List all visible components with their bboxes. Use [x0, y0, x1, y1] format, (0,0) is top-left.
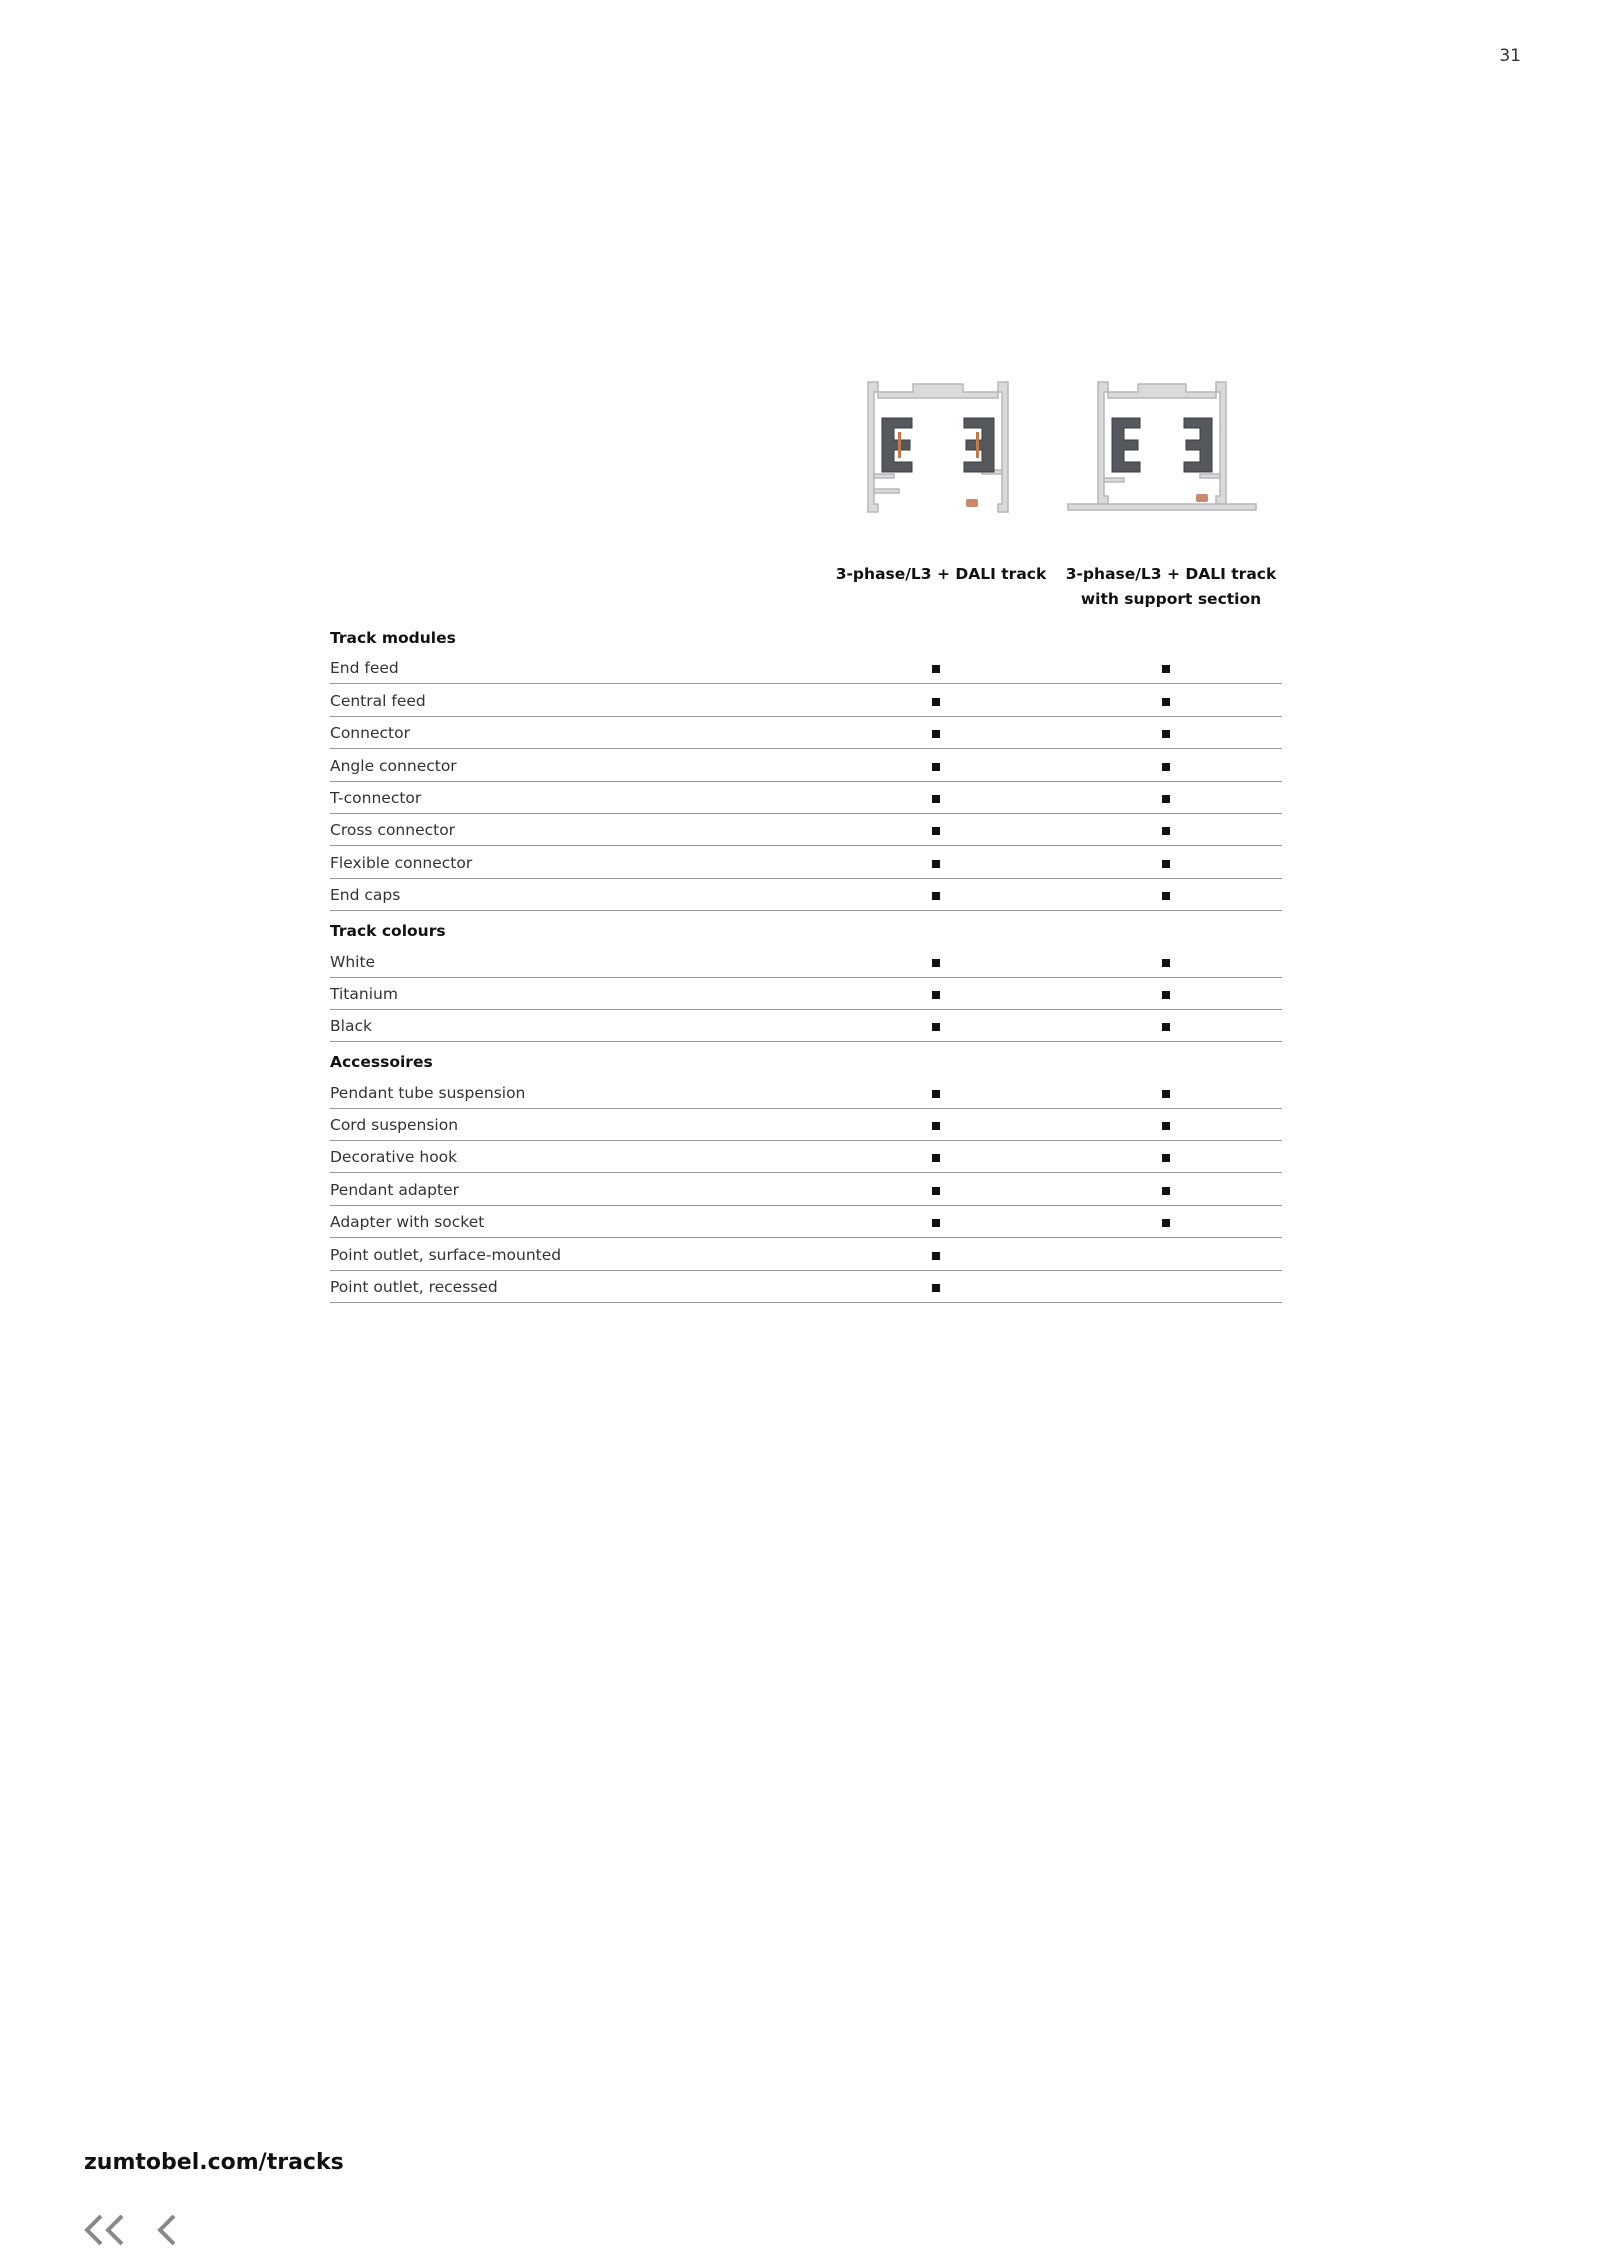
row-label: T-connector — [330, 788, 422, 807]
table-section — [330, 1048, 1282, 1303]
column-header-track-support: 3-phase/L3 + DALI track with support section — [1065, 565, 1277, 608]
track-profile-image — [838, 374, 1038, 524]
availability-mark — [1162, 763, 1170, 771]
row-label: Decorative hook — [330, 1148, 458, 1167]
row-label: End caps — [330, 886, 401, 905]
availability-mark — [1162, 665, 1170, 673]
availability-mark — [1162, 991, 1170, 999]
availability-mark — [1162, 860, 1170, 868]
page-number: 31 — [1499, 46, 1521, 66]
section-title: Track colours — [330, 922, 446, 941]
availability-mark — [1162, 795, 1170, 803]
table-row — [330, 652, 1282, 684]
table-row — [330, 749, 1282, 781]
availability-mark — [932, 860, 940, 868]
availability-mark — [1162, 1122, 1170, 1130]
row-label: Cross connector — [330, 821, 456, 840]
availability-mark — [932, 698, 940, 706]
column-header-track: 3-phase/L3 + DALI track — [835, 565, 1047, 583]
table-row — [330, 1109, 1282, 1141]
availability-mark — [1162, 959, 1170, 967]
row-label: Black — [330, 1017, 372, 1036]
table-row — [330, 1173, 1282, 1205]
availability-mark — [932, 959, 940, 967]
table-section — [330, 624, 1282, 911]
row-label: Connector — [330, 724, 410, 743]
row-label: Point outlet, surface-mounted — [330, 1245, 562, 1264]
availability-mark — [1162, 827, 1170, 835]
availability-mark — [932, 1023, 940, 1031]
availability-mark — [932, 892, 940, 900]
table-row — [330, 1271, 1282, 1303]
row-label: Flexible connector — [330, 853, 473, 872]
availability-mark — [932, 763, 940, 771]
availability-mark — [932, 1252, 940, 1260]
row-label: Adapter with socket — [330, 1213, 485, 1232]
availability-mark — [932, 1284, 940, 1292]
row-label: Cord suspension — [330, 1116, 459, 1135]
availability-mark — [1162, 1023, 1170, 1031]
availability-mark — [1162, 698, 1170, 706]
availability-mark — [1162, 892, 1170, 900]
availability-mark — [932, 1122, 940, 1130]
row-label: Pendant adapter — [330, 1180, 459, 1199]
table-row — [330, 1206, 1282, 1238]
table-row — [330, 1238, 1282, 1270]
table-row — [330, 1076, 1282, 1108]
table-row — [330, 1141, 1282, 1173]
availability-mark — [932, 795, 940, 803]
availability-mark — [1162, 1187, 1170, 1195]
availability-mark — [932, 991, 940, 999]
row-label: Titanium — [330, 984, 398, 1003]
website-link[interactable]: zumtobel.com/tracks — [84, 2150, 344, 2175]
row-label: Point outlet, recessed — [330, 1278, 498, 1297]
availability-mark — [932, 1154, 940, 1162]
table-row — [330, 879, 1282, 911]
track-support-profile-image — [1062, 374, 1262, 524]
availability-mark — [1162, 730, 1170, 738]
availability-mark — [932, 665, 940, 673]
row-label: White — [330, 952, 376, 971]
table-row — [330, 782, 1282, 814]
section-title: Track modules — [330, 629, 456, 647]
chevron-left-icon[interactable] — [154, 2213, 180, 2247]
availability-mark — [1162, 1090, 1170, 1098]
table-row — [330, 1010, 1282, 1042]
availability-mark — [932, 1219, 940, 1227]
availability-mark — [1162, 1219, 1170, 1227]
table-section — [330, 917, 1282, 1042]
table-row — [330, 684, 1282, 716]
row-label: Pendant tube suspension — [330, 1083, 526, 1102]
table-row — [330, 846, 1282, 878]
row-label: End feed — [330, 659, 399, 678]
row-label: Central feed — [330, 691, 426, 710]
row-label: Angle connector — [330, 756, 457, 775]
availability-mark — [932, 730, 940, 738]
availability-mark — [932, 827, 940, 835]
table-row — [330, 814, 1282, 846]
availability-mark — [932, 1187, 940, 1195]
availability-mark — [932, 1090, 940, 1098]
table-row — [330, 945, 1282, 977]
double-chevron-left-icon[interactable] — [82, 2213, 128, 2247]
table-row — [330, 978, 1282, 1010]
availability-mark — [1162, 1154, 1170, 1162]
section-title: Accessoires — [330, 1053, 433, 1072]
feature-table — [330, 624, 1282, 1303]
table-row — [330, 717, 1282, 749]
